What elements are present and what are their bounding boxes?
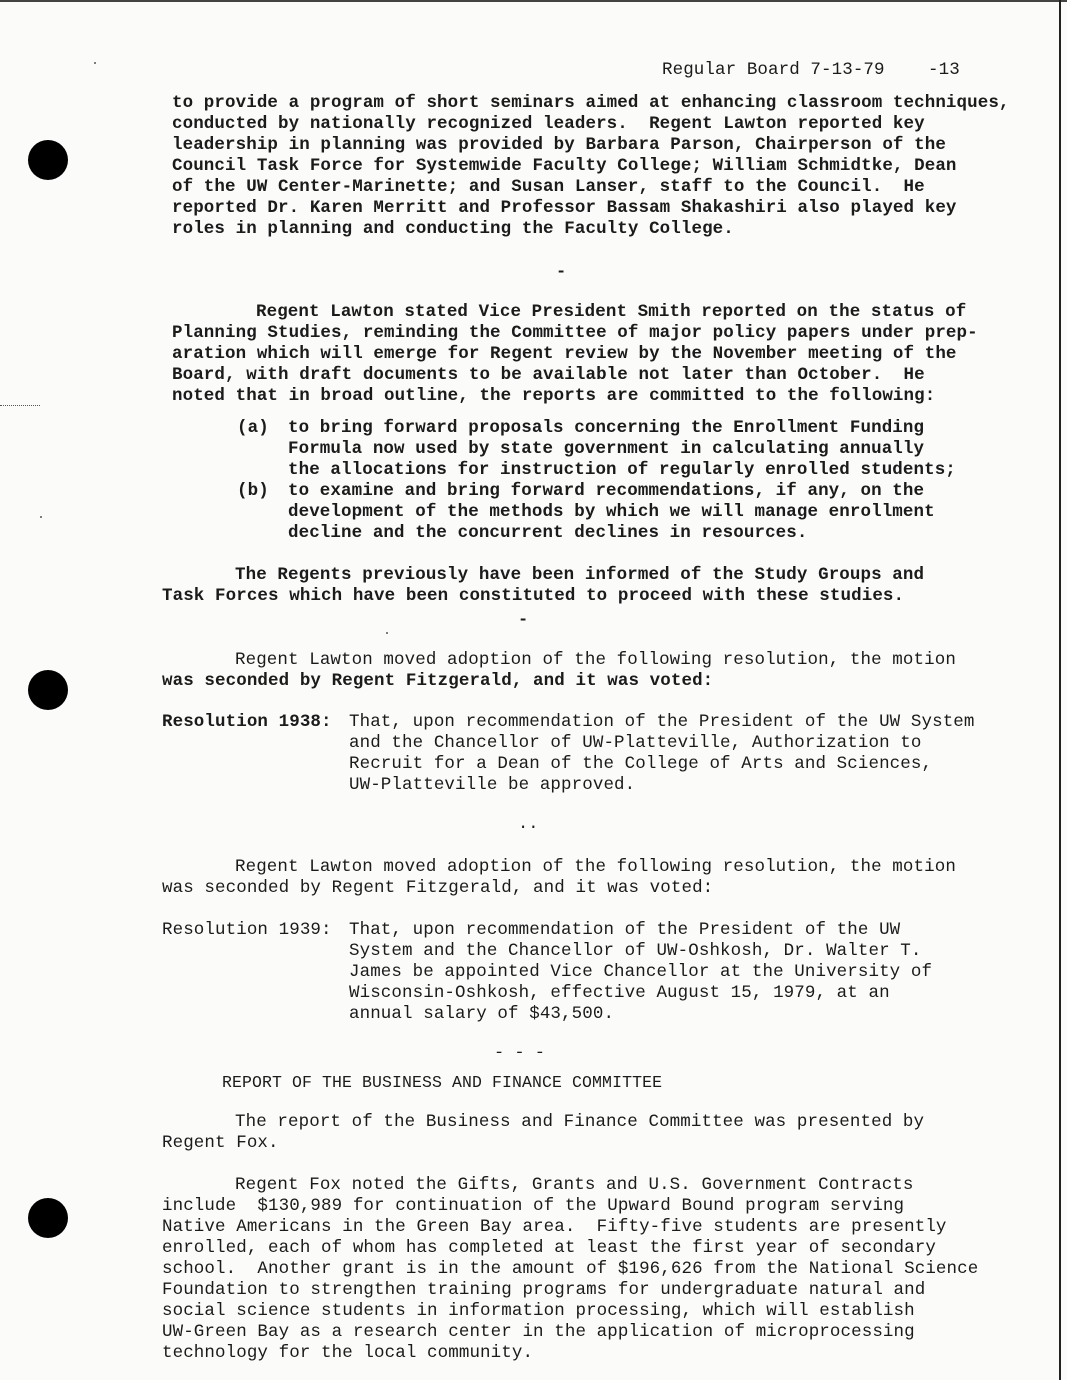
para1-line: to provide a program of short seminars aimed at enhancing classroom techniques, <box>172 93 1010 113</box>
para4-line: Regent Lawton moved adoption of the following resolution, the motion <box>235 650 956 670</box>
resolution-1938-line: Recruit for a Dean of the College of Arts and Sciences, <box>349 754 933 774</box>
para3-line: Task Forces which have been constituted to proceed with these studies. <box>162 586 905 606</box>
list-item-a-line: to bring forward proposals concerning the Enrollment Funding <box>288 418 925 438</box>
para5-line: Regent Lawton moved adoption of the following resolution, the motion <box>235 857 956 877</box>
section-separator: - <box>556 263 567 282</box>
resolution-1938-label: Resolution 1938: <box>162 712 332 732</box>
resolution-1939-line: That, upon recommendation of the President of the UW <box>349 920 901 940</box>
resolution-1938-line: That, upon recommendation of the President of the UW System <box>349 712 975 732</box>
para2-line: aration which will emerge for Regent review by the November meeting of the <box>172 344 957 364</box>
para7-line: school. Another grant is in the amount of $196,626 from the National Science <box>162 1259 979 1279</box>
para1-line: roles in planning and conducting the Faculty College. <box>172 219 734 239</box>
punch-hole-icon <box>28 670 68 710</box>
scan-speck <box>94 62 96 64</box>
para7-line: Regent Fox noted the Gifts, Grants and U.S. Government Contracts <box>235 1175 914 1195</box>
para1-line: conducted by nationally recognized leaders. Regent Lawton reported key <box>172 114 925 134</box>
list-item-b-line: to examine and bring forward recommendations, if any, on the <box>288 481 925 501</box>
para2-line: Board, with draft documents to be available not later than October. He <box>172 365 925 385</box>
para3-line: The Regents previously have been informed of the Study Groups and <box>235 565 925 585</box>
para6-line: The report of the Business and Finance Committee was presented by <box>235 1112 925 1132</box>
section-separator: .. <box>518 815 539 834</box>
para7-line: include $130,989 for continuation of the Upward Bound program serving <box>162 1196 905 1216</box>
resolution-1939-line: annual salary of $43,500. <box>349 1004 615 1024</box>
resolution-1939-line: James be appointed Vice Chancellor at the University of <box>349 962 933 982</box>
resolution-1938-line: UW-Platteville be approved. <box>349 775 636 795</box>
resolution-1939-label: Resolution 1939: <box>162 920 332 940</box>
page-number: -13 <box>928 60 960 80</box>
para2-line: Regent Lawton stated Vice President Smith reported on the status of <box>256 302 967 322</box>
para7-line: social science students in information processing, which will establish <box>162 1301 915 1321</box>
para7-line: Native Americans in the Green Bay area. Fifty-five students are presently <box>162 1217 947 1237</box>
para7-line: technology for the local community. <box>162 1343 534 1363</box>
para1-line: leadership in planning was provided by Barbara Parson, Chairperson of the <box>172 135 946 155</box>
resolution-1938-line: and the Chancellor of UW-Platteville, Authorization to <box>349 733 922 753</box>
list-item-b-line: decline and the concurrent declines in resources. <box>288 523 808 543</box>
margin-mark <box>0 405 40 406</box>
para7-line: UW-Green Bay as a research center in the application of microprocessing <box>162 1322 915 1342</box>
header-board-date: Regular Board 7-13-79 <box>662 60 885 80</box>
resolution-1939-line: Wisconsin-Oshkosh, effective August 15, 1979, at an <box>349 983 890 1003</box>
para4-line: was seconded by Regent Fitzgerald, and it was voted: <box>162 671 714 691</box>
para5-line: was seconded by Regent Fitzgerald, and it was voted: <box>162 878 714 898</box>
scan-edge-top <box>0 0 1067 2</box>
scan-speck <box>386 632 388 634</box>
list-item-b-line: development of the methods by which we will manage enrollment <box>288 502 935 522</box>
section-separator: - <box>518 611 529 630</box>
para1-line: reported Dr. Karen Merritt and Professor Bassam Shakashiri also played key <box>172 198 957 218</box>
list-item-a-line: the allocations for instruction of regularly enrolled students; <box>288 460 956 480</box>
para7-line: Foundation to strengthen training programs for undergraduate natural and <box>162 1280 926 1300</box>
punch-hole-icon <box>28 140 68 180</box>
para2-line: noted that in broad outline, the reports are committed to the following: <box>172 386 936 406</box>
resolution-1939-line: System and the Chancellor of UW-Oshkosh, Dr. Walter T. <box>349 941 922 961</box>
scan-edge-right <box>1059 0 1061 1380</box>
section-separator: - - - <box>494 1044 546 1063</box>
para1-line: of the UW Center-Marinette; and Susan Lanser, staff to the Council. He <box>172 177 925 197</box>
list-item-label: (b) <box>237 481 269 501</box>
list-item-a-line: Formula now used by state government in calculating annually <box>288 439 925 459</box>
scan-speck <box>40 516 42 518</box>
para1-line: Council Task Force for Systemwide Faculty College; William Schmidtke, Dean <box>172 156 957 176</box>
list-item-label: (a) <box>237 418 269 438</box>
para7-line: enrolled, each of whom has completed at least the first year of secondary <box>162 1238 936 1258</box>
para6-line: Regent Fox. <box>162 1133 279 1153</box>
section-heading: REPORT OF THE BUSINESS AND FINANCE COMMITTEE <box>222 1073 663 1092</box>
para2-line: Planning Studies, reminding the Committee of major policy papers under prep- <box>172 323 978 343</box>
punch-hole-icon <box>28 1198 68 1238</box>
